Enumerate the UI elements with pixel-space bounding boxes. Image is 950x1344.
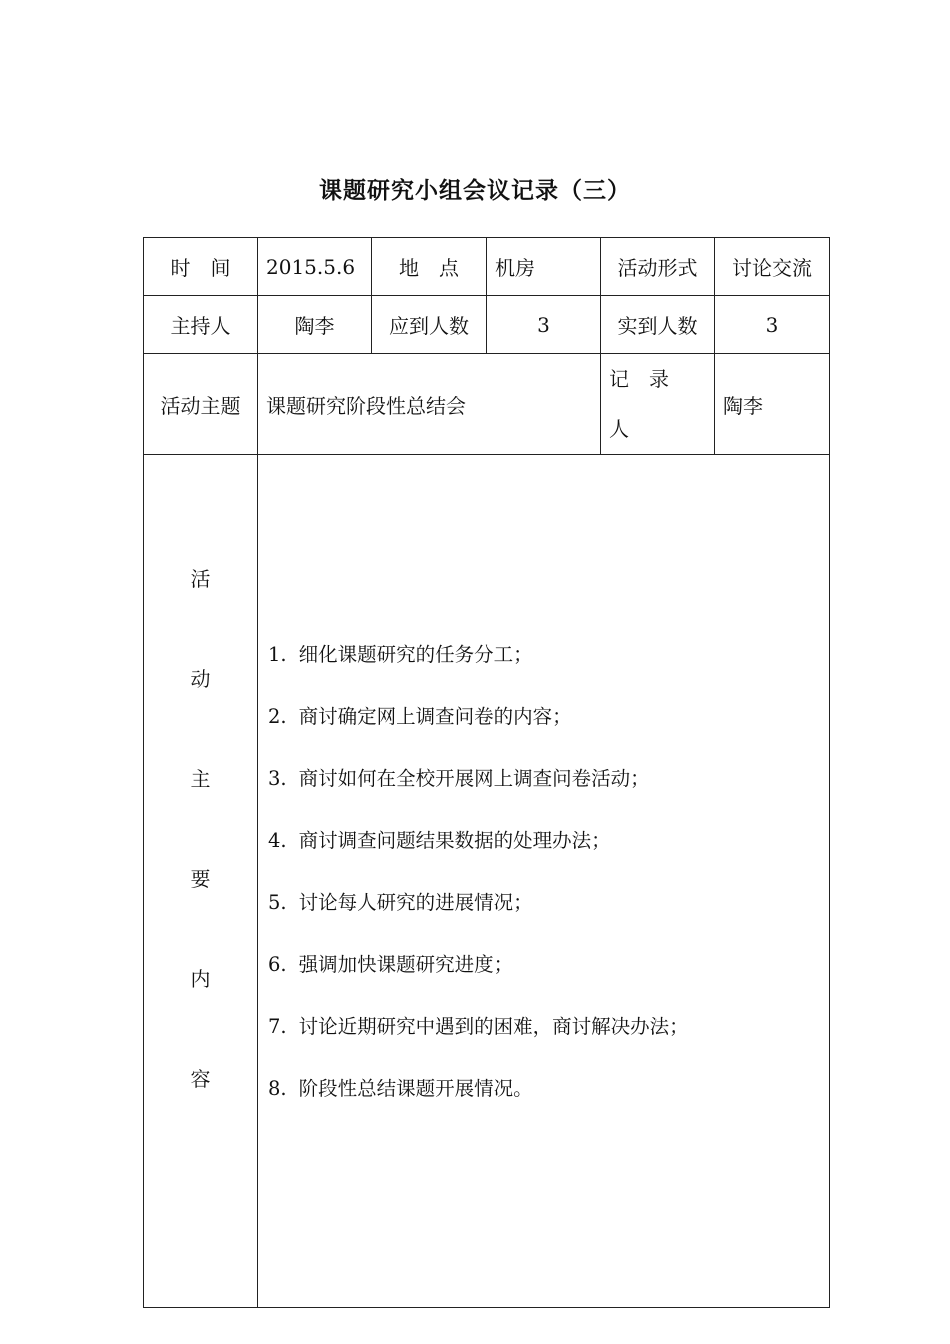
table-row-time bbox=[144, 238, 830, 296]
item-number: 6. bbox=[268, 953, 287, 976]
expected-count-value: 3 bbox=[487, 296, 601, 354]
activity-form-value: 讨论交流 bbox=[715, 238, 830, 296]
label-char: 容 bbox=[190, 1067, 211, 1091]
table-row-content bbox=[144, 455, 830, 1308]
theme-label: 活动主题 bbox=[144, 354, 258, 455]
item-text: 商讨调查问题结果数据的处理办法； bbox=[298, 829, 611, 852]
label-char: 主 bbox=[190, 767, 211, 791]
item-text: 讨论近期研究中遇到的困难，商讨解决办法； bbox=[298, 1015, 689, 1038]
page-title: 课题研究小组会议记录（三） bbox=[319, 178, 631, 204]
list-item bbox=[268, 825, 821, 887]
actual-count-value: 3 bbox=[715, 296, 830, 354]
list-item bbox=[268, 639, 821, 701]
item-text: 商讨如何在全校开展网上调查问卷活动； bbox=[298, 767, 650, 790]
activity-form-label: 活动形式 bbox=[601, 238, 715, 296]
host-value: 陶李 bbox=[258, 296, 372, 354]
label-char: 要 bbox=[190, 867, 211, 891]
label-char: 内 bbox=[190, 967, 211, 991]
table-row-theme bbox=[144, 354, 830, 455]
item-text: 阶段性总结课题开展情况。 bbox=[298, 1077, 533, 1100]
place-value: 机房 bbox=[487, 238, 601, 296]
recorder-label-line2: 人 bbox=[609, 417, 629, 441]
item-number: 8. bbox=[268, 1077, 287, 1100]
expected-count-label: 应到人数 bbox=[372, 296, 487, 354]
content-list bbox=[266, 627, 821, 1135]
recorder-label bbox=[601, 354, 715, 455]
host-label: 主持人 bbox=[144, 296, 258, 354]
list-item bbox=[268, 1073, 821, 1135]
item-text: 细化课题研究的任务分工； bbox=[298, 643, 533, 666]
actual-count-label: 实到人数 bbox=[601, 296, 715, 354]
place-label: 地 点 bbox=[372, 238, 487, 296]
list-item bbox=[268, 1011, 821, 1073]
item-number: 1. bbox=[268, 643, 287, 666]
theme-value: 课题研究阶段性总结会 bbox=[258, 354, 601, 455]
label-char: 活 bbox=[190, 567, 211, 591]
time-value: 2015.5.6 bbox=[258, 238, 372, 296]
recorder-label-line1: 记 录 bbox=[609, 367, 669, 391]
list-item bbox=[268, 701, 821, 763]
item-number: 3. bbox=[268, 767, 287, 790]
time-label: 时 间 bbox=[144, 238, 258, 296]
list-item bbox=[268, 763, 821, 825]
list-item bbox=[268, 887, 821, 949]
item-text: 商讨确定网上调查问卷的内容； bbox=[298, 705, 572, 728]
main-content-body bbox=[258, 455, 830, 1308]
item-number: 2. bbox=[268, 705, 287, 728]
label-char: 动 bbox=[190, 667, 211, 691]
meeting-record-table bbox=[143, 237, 830, 1308]
item-number: 5. bbox=[268, 891, 287, 914]
main-content-label bbox=[144, 455, 258, 1308]
table-row-host bbox=[144, 296, 830, 354]
item-number: 7. bbox=[268, 1015, 287, 1038]
item-number: 4. bbox=[268, 829, 287, 852]
item-text: 讨论每人研究的进展情况； bbox=[298, 891, 533, 914]
list-item bbox=[268, 949, 821, 1011]
recorder-value: 陶李 bbox=[715, 354, 830, 455]
item-text: 强调加快课题研究进度； bbox=[298, 953, 514, 976]
